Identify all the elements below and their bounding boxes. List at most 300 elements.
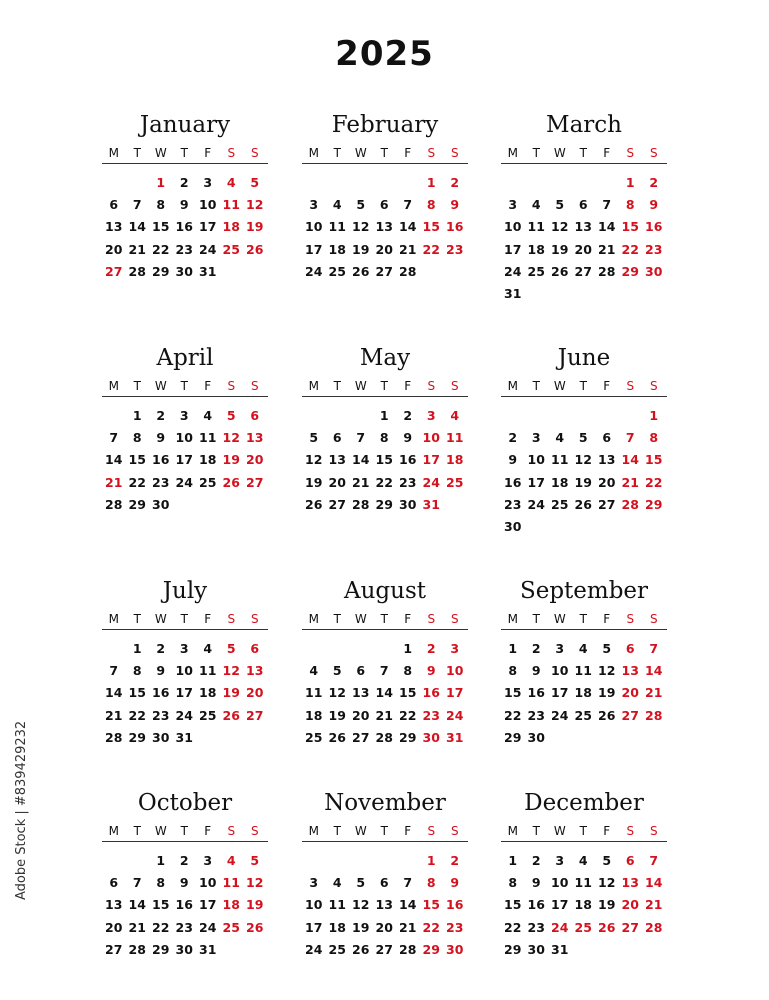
day-cell: 13 xyxy=(574,219,592,235)
day-cell: 15 xyxy=(128,452,146,468)
day-grid xyxy=(102,172,268,283)
day-cell: 9 xyxy=(179,875,189,891)
empty-cell xyxy=(326,850,350,872)
day-cell: 11 xyxy=(222,197,240,213)
day-cell: 11 xyxy=(551,452,569,468)
day-cell: 28 xyxy=(645,707,663,723)
day-cell: 30 xyxy=(446,941,464,957)
day-cell: 2 xyxy=(426,641,436,656)
day-cell: 15 xyxy=(375,452,393,468)
day-cell: 6 xyxy=(109,875,119,891)
day-cell: 9 xyxy=(156,663,166,679)
day-grid xyxy=(501,172,667,305)
day-cell: 16 xyxy=(527,897,545,913)
day-cell: 5 xyxy=(250,853,260,868)
day-cell: 4 xyxy=(332,875,342,891)
day-cell: 7 xyxy=(403,197,413,213)
day-cell: 6 xyxy=(356,663,366,679)
day-cell: 22 xyxy=(375,474,393,490)
day-cell: 23 xyxy=(422,707,440,723)
empty-cell xyxy=(373,172,397,194)
empty-cell xyxy=(595,405,619,427)
weekday-header: M xyxy=(308,379,319,393)
day-cell: 17 xyxy=(551,685,569,701)
day-cell: 19 xyxy=(352,241,370,257)
day-cell: 18 xyxy=(328,919,346,935)
day-cell: 2 xyxy=(403,408,413,423)
day-cell: 5 xyxy=(226,641,236,656)
empty-cell xyxy=(302,850,326,872)
month-july xyxy=(102,576,268,749)
day-cell: 29 xyxy=(504,941,522,957)
day-cell: 10 xyxy=(175,430,193,446)
day-cell: 3 xyxy=(555,641,565,656)
day-cell: 2 xyxy=(531,853,541,868)
day-cell: 19 xyxy=(551,241,569,257)
day-cell: 21 xyxy=(621,474,639,490)
day-cell: 6 xyxy=(625,853,635,868)
weekday-header: T xyxy=(133,146,141,160)
day-cell: 23 xyxy=(152,474,170,490)
empty-cell xyxy=(525,172,549,194)
empty-cell xyxy=(126,850,150,872)
weekday-header: W xyxy=(354,612,367,626)
day-cell: 18 xyxy=(222,219,240,235)
weekday-header: S xyxy=(427,824,436,838)
day-cell: 11 xyxy=(446,430,464,446)
day-cell: 10 xyxy=(527,452,545,468)
day-cell: 26 xyxy=(598,707,616,723)
weekday-header: F xyxy=(404,146,412,160)
day-cell: 15 xyxy=(422,219,440,235)
day-cell: 26 xyxy=(352,941,370,957)
day-cell: 1 xyxy=(156,175,166,190)
day-cell: 23 xyxy=(527,707,545,723)
day-cell: 31 xyxy=(504,285,522,301)
day-cell: 21 xyxy=(128,919,146,935)
weekday-header: M xyxy=(108,612,119,626)
day-cell: 4 xyxy=(578,641,588,656)
day-cell: 10 xyxy=(551,663,569,679)
day-cell: 23 xyxy=(399,474,417,490)
weekday-header: M xyxy=(108,824,119,838)
day-cell: 17 xyxy=(551,897,569,913)
day-cell: 23 xyxy=(175,241,193,257)
day-cell: 29 xyxy=(128,496,146,512)
day-cell: 21 xyxy=(128,241,146,257)
day-cell: 21 xyxy=(645,897,663,913)
day-cell: 5 xyxy=(356,875,366,891)
weekday-header: F xyxy=(603,612,611,626)
weekday-header: S xyxy=(626,379,635,393)
day-grid xyxy=(302,850,468,961)
day-cell: 7 xyxy=(356,430,366,446)
day-cell: 15 xyxy=(152,897,170,913)
day-cell: 15 xyxy=(645,452,663,468)
day-cell: 20 xyxy=(328,474,346,490)
day-cell: 19 xyxy=(305,474,323,490)
weekday-header: T xyxy=(532,824,540,838)
day-cell: 13 xyxy=(375,897,393,913)
day-cell: 26 xyxy=(352,263,370,279)
day-cell: 12 xyxy=(598,663,616,679)
weekday-header: W xyxy=(154,379,167,393)
day-cell: 8 xyxy=(426,875,436,891)
day-cell: 16 xyxy=(422,685,440,701)
weekday-header: T xyxy=(180,824,188,838)
day-cell: 25 xyxy=(222,241,240,257)
weekday-header: T xyxy=(180,146,188,160)
day-cell: 7 xyxy=(649,853,659,868)
day-cell: 25 xyxy=(446,474,464,490)
day-cell: 5 xyxy=(356,197,366,213)
day-cell: 25 xyxy=(305,729,323,745)
day-cell: 30 xyxy=(175,941,193,957)
day-cell: 26 xyxy=(305,496,323,512)
day-cell: 23 xyxy=(446,919,464,935)
day-cell: 1 xyxy=(132,641,142,656)
empty-cell xyxy=(396,172,420,194)
day-cell: 14 xyxy=(598,219,616,235)
month-name: July xyxy=(162,578,208,604)
weekday-header: S xyxy=(450,379,459,393)
day-cell: 20 xyxy=(574,241,592,257)
day-cell: 16 xyxy=(527,685,545,701)
day-cell: 5 xyxy=(578,430,588,446)
day-cell: 30 xyxy=(422,729,440,745)
day-cell: 12 xyxy=(246,875,264,891)
day-cell: 3 xyxy=(508,197,518,213)
day-cell: 28 xyxy=(399,941,417,957)
day-cell: 1 xyxy=(132,408,142,423)
day-cell: 3 xyxy=(426,408,436,423)
day-cell: 16 xyxy=(504,474,522,490)
day-cell: 30 xyxy=(527,941,545,957)
day-cell: 22 xyxy=(621,241,639,257)
day-cell: 29 xyxy=(504,729,522,745)
day-cell: 25 xyxy=(551,496,569,512)
day-grid xyxy=(501,638,667,749)
weekday-header: S xyxy=(250,146,259,160)
day-cell: 1 xyxy=(379,408,389,423)
weekday-header: T xyxy=(133,824,141,838)
weekday-header: T xyxy=(532,146,540,160)
weekday-header: S xyxy=(626,612,635,626)
day-cell: 14 xyxy=(375,685,393,701)
weekday-header-row xyxy=(501,609,667,630)
day-cell: 31 xyxy=(551,941,569,957)
weekday-header-row xyxy=(102,376,268,397)
empty-cell xyxy=(501,172,525,194)
day-grid xyxy=(102,405,268,516)
day-cell: 9 xyxy=(531,875,541,891)
empty-cell xyxy=(326,638,350,660)
day-cell: 8 xyxy=(625,197,635,213)
weekday-header: S xyxy=(427,146,436,160)
day-cell: 15 xyxy=(504,685,522,701)
day-cell: 10 xyxy=(422,430,440,446)
day-cell: 17 xyxy=(175,452,193,468)
day-cell: 24 xyxy=(175,707,193,723)
day-cell: 12 xyxy=(574,452,592,468)
weekday-header: T xyxy=(579,146,587,160)
day-cell: 16 xyxy=(175,219,193,235)
day-cell: 26 xyxy=(246,241,264,257)
day-cell: 8 xyxy=(508,663,518,679)
day-cell: 7 xyxy=(403,875,413,891)
day-cell: 18 xyxy=(199,685,217,701)
month-name: January xyxy=(139,112,231,138)
month-january xyxy=(102,110,268,283)
weekday-header-row xyxy=(501,376,667,397)
day-cell: 4 xyxy=(226,175,236,190)
day-cell: 17 xyxy=(199,219,217,235)
day-cell: 24 xyxy=(199,241,217,257)
day-cell: 27 xyxy=(246,707,264,723)
day-cell: 27 xyxy=(598,496,616,512)
day-cell: 9 xyxy=(649,197,659,213)
empty-cell xyxy=(302,405,326,427)
weekday-header: F xyxy=(204,146,212,160)
day-cell: 27 xyxy=(621,707,639,723)
day-cell: 2 xyxy=(179,175,189,190)
weekday-header: M xyxy=(507,612,518,626)
day-cell: 9 xyxy=(179,197,189,213)
day-cell: 7 xyxy=(649,641,659,656)
month-name: February xyxy=(331,112,439,138)
day-cell: 13 xyxy=(328,452,346,468)
day-cell: 17 xyxy=(527,474,545,490)
empty-cell xyxy=(102,850,126,872)
weekday-header: T xyxy=(133,379,141,393)
day-cell: 14 xyxy=(399,219,417,235)
month-december xyxy=(501,788,667,961)
day-cell: 19 xyxy=(246,219,264,235)
day-cell: 22 xyxy=(399,707,417,723)
day-cell: 23 xyxy=(527,919,545,935)
day-cell: 8 xyxy=(649,430,659,446)
day-cell: 10 xyxy=(551,875,569,891)
day-cell: 14 xyxy=(128,897,146,913)
empty-cell xyxy=(548,405,572,427)
month-name: October xyxy=(137,790,233,816)
day-cell: 1 xyxy=(403,641,413,656)
day-cell: 28 xyxy=(621,496,639,512)
empty-cell xyxy=(102,638,126,660)
weekday-header: W xyxy=(553,379,566,393)
day-cell: 10 xyxy=(504,219,522,235)
day-cell: 29 xyxy=(152,263,170,279)
day-cell: 3 xyxy=(309,875,319,891)
day-cell: 22 xyxy=(504,707,522,723)
day-cell: 30 xyxy=(645,263,663,279)
day-cell: 22 xyxy=(645,474,663,490)
day-cell: 8 xyxy=(426,197,436,213)
empty-cell xyxy=(548,172,572,194)
day-cell: 11 xyxy=(305,685,323,701)
weekday-header: S xyxy=(450,824,459,838)
year-title: 2025 xyxy=(335,34,434,74)
day-cell: 24 xyxy=(446,707,464,723)
day-cell: 11 xyxy=(199,663,217,679)
day-cell: 12 xyxy=(305,452,323,468)
day-cell: 2 xyxy=(508,430,518,446)
day-cell: 25 xyxy=(574,707,592,723)
day-grid xyxy=(501,850,667,961)
empty-cell xyxy=(349,405,373,427)
day-cell: 2 xyxy=(450,853,460,868)
day-cell: 13 xyxy=(246,663,264,679)
weekday-header: S xyxy=(227,146,236,160)
day-cell: 9 xyxy=(508,452,518,468)
day-cell: 2 xyxy=(649,175,659,190)
day-cell: 24 xyxy=(305,263,323,279)
weekday-header: F xyxy=(603,379,611,393)
day-cell: 27 xyxy=(105,941,123,957)
day-cell: 9 xyxy=(450,875,460,891)
weekday-header: S xyxy=(626,824,635,838)
day-cell: 21 xyxy=(105,474,123,490)
weekday-header-row xyxy=(302,609,468,630)
day-cell: 1 xyxy=(649,408,659,423)
day-cell: 9 xyxy=(450,197,460,213)
day-cell: 8 xyxy=(132,663,142,679)
day-cell: 30 xyxy=(175,263,193,279)
day-cell: 7 xyxy=(109,663,119,679)
month-name: March xyxy=(546,112,622,138)
day-cell: 8 xyxy=(132,430,142,446)
day-cell: 27 xyxy=(105,263,123,279)
day-cell: 15 xyxy=(128,685,146,701)
weekday-header: F xyxy=(204,612,212,626)
day-cell: 12 xyxy=(222,430,240,446)
day-cell: 16 xyxy=(645,219,663,235)
day-cell: 8 xyxy=(156,875,166,891)
weekday-header: T xyxy=(180,379,188,393)
day-cell: 19 xyxy=(222,685,240,701)
weekday-header: S xyxy=(427,379,436,393)
empty-cell xyxy=(326,172,350,194)
weekday-header: M xyxy=(308,824,319,838)
day-cell: 31 xyxy=(422,496,440,512)
day-cell: 13 xyxy=(621,663,639,679)
day-cell: 20 xyxy=(105,919,123,935)
day-cell: 20 xyxy=(246,685,264,701)
day-cell: 14 xyxy=(645,663,663,679)
day-cell: 10 xyxy=(305,219,323,235)
day-cell: 3 xyxy=(309,197,319,213)
day-cell: 13 xyxy=(105,219,123,235)
day-cell: 19 xyxy=(328,707,346,723)
day-cell: 14 xyxy=(399,897,417,913)
day-cell: 25 xyxy=(222,919,240,935)
day-cell: 8 xyxy=(379,430,389,446)
day-cell: 28 xyxy=(128,263,146,279)
day-cell: 6 xyxy=(602,430,612,446)
day-cell: 28 xyxy=(399,263,417,279)
day-cell: 8 xyxy=(508,875,518,891)
day-cell: 5 xyxy=(602,641,612,656)
month-april xyxy=(102,343,268,516)
day-cell: 15 xyxy=(399,685,417,701)
day-cell: 5 xyxy=(602,853,612,868)
month-name: December xyxy=(524,790,644,816)
day-cell: 7 xyxy=(132,197,142,213)
day-cell: 2 xyxy=(531,641,541,656)
day-cell: 31 xyxy=(175,729,193,745)
weekday-header: F xyxy=(603,146,611,160)
day-cell: 21 xyxy=(645,685,663,701)
day-cell: 25 xyxy=(328,263,346,279)
day-cell: 29 xyxy=(645,496,663,512)
day-grid xyxy=(102,850,268,961)
day-cell: 10 xyxy=(175,663,193,679)
day-cell: 12 xyxy=(222,663,240,679)
day-cell: 17 xyxy=(175,685,193,701)
day-cell: 5 xyxy=(555,197,565,213)
day-cell: 9 xyxy=(426,663,436,679)
day-cell: 13 xyxy=(246,430,264,446)
day-cell: 28 xyxy=(352,496,370,512)
weekday-header: W xyxy=(154,146,167,160)
day-cell: 15 xyxy=(504,897,522,913)
day-grid xyxy=(501,405,667,538)
day-cell: 13 xyxy=(598,452,616,468)
day-cell: 14 xyxy=(352,452,370,468)
day-cell: 4 xyxy=(226,853,236,868)
day-cell: 6 xyxy=(250,641,260,656)
day-cell: 8 xyxy=(156,197,166,213)
day-cell: 30 xyxy=(152,496,170,512)
day-cell: 6 xyxy=(332,430,342,446)
day-cell: 29 xyxy=(399,729,417,745)
day-cell: 13 xyxy=(621,875,639,891)
day-cell: 27 xyxy=(375,941,393,957)
month-october xyxy=(102,788,268,961)
day-cell: 16 xyxy=(399,452,417,468)
day-cell: 4 xyxy=(203,641,213,656)
empty-cell xyxy=(619,405,643,427)
month-march xyxy=(501,110,667,305)
day-cell: 30 xyxy=(527,729,545,745)
day-cell: 26 xyxy=(574,496,592,512)
day-cell: 2 xyxy=(179,853,189,868)
day-cell: 20 xyxy=(375,241,393,257)
day-cell: 3 xyxy=(179,641,189,656)
day-cell: 23 xyxy=(175,919,193,935)
day-cell: 26 xyxy=(551,263,569,279)
day-cell: 13 xyxy=(352,685,370,701)
day-cell: 11 xyxy=(527,219,545,235)
weekday-header: T xyxy=(380,612,388,626)
day-cell: 18 xyxy=(305,707,323,723)
day-cell: 12 xyxy=(352,219,370,235)
day-cell: 21 xyxy=(375,707,393,723)
day-cell: 20 xyxy=(352,707,370,723)
month-name: September xyxy=(519,578,649,604)
month-august xyxy=(302,576,468,749)
empty-cell xyxy=(126,172,150,194)
day-cell: 1 xyxy=(426,853,436,868)
weekday-header: W xyxy=(154,612,167,626)
day-cell: 5 xyxy=(250,175,260,190)
day-cell: 12 xyxy=(328,685,346,701)
day-cell: 24 xyxy=(504,263,522,279)
day-cell: 31 xyxy=(199,263,217,279)
day-cell: 6 xyxy=(578,197,588,213)
weekday-header: S xyxy=(427,612,436,626)
day-cell: 14 xyxy=(645,875,663,891)
